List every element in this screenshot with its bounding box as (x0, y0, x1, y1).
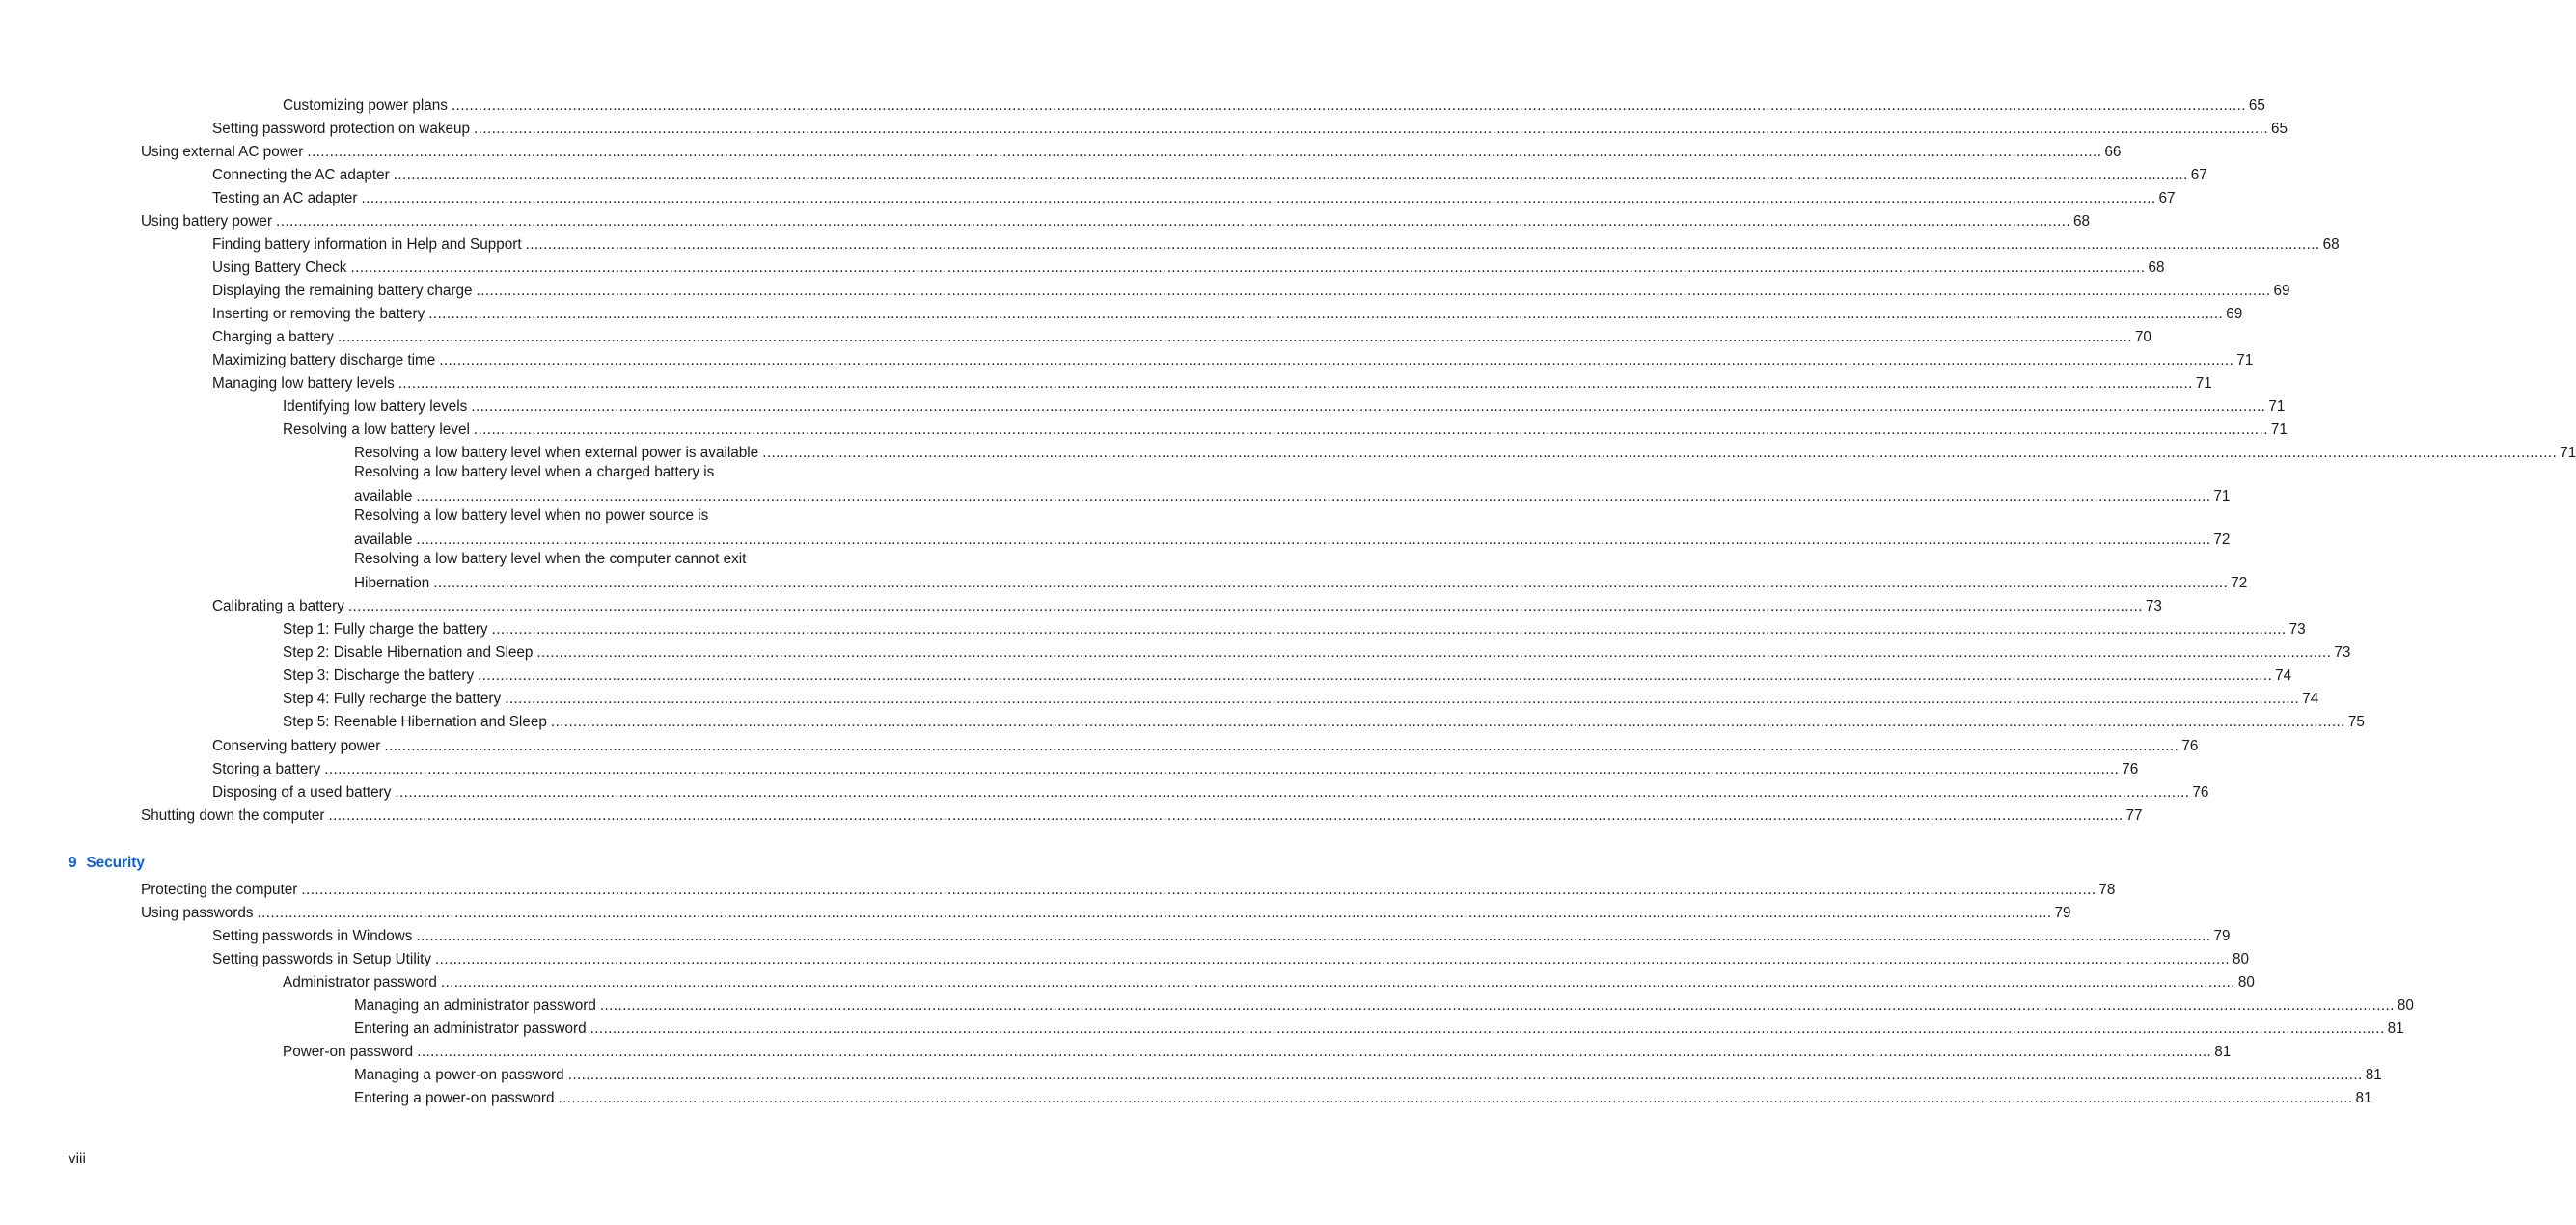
toc-entry[interactable] (354, 482, 2231, 505)
toc-entry-title: Administrator password (283, 974, 437, 991)
toc-entry-title: Managing an administrator password (354, 997, 596, 1014)
toc-entry-page: 80 (2397, 997, 2414, 1014)
toc-entry[interactable] (283, 1038, 2232, 1061)
page-number-footer: viii (69, 1151, 86, 1167)
toc-entry[interactable] (212, 323, 2151, 346)
toc-entry-page: 71 (2270, 422, 2288, 438)
toc-entry-title: Using battery power (141, 213, 273, 230)
toc-entry[interactable] (212, 778, 2209, 802)
toc-entry-title: Entering an administrator password (354, 1021, 587, 1037)
toc-entry-page: 67 (2158, 190, 2176, 206)
dot-leader: ................................................................................................................................................................................................................................................................................................................................................................................................................ (384, 738, 2179, 754)
toc-entry-title: Charging a battery (212, 329, 334, 345)
toc-entry[interactable] (212, 161, 2207, 184)
toc-entry-page: 75 (2347, 714, 2365, 730)
toc-entry-title: Conserving battery power (212, 738, 381, 754)
toc-entry-page: 65 (2248, 97, 2265, 114)
dot-leader: ................................................................................................................................................................................................................................................................................................................................................................................................................ (416, 928, 2211, 944)
toc-entry-page: 81 (2355, 1090, 2372, 1106)
dot-leader: ................................................................................................................................................................................................................................................................................................................................................................................................................ (324, 761, 2120, 777)
toc-entry-page: 71 (2195, 375, 2212, 392)
toc-entry[interactable] (141, 802, 2143, 825)
toc-entry-title: Protecting the computer (141, 882, 298, 898)
toc-entry-first-line[interactable]: Resolving a low battery level when the computer cannot exit (354, 551, 747, 567)
toc-entry-page: 77 (2125, 807, 2143, 824)
chapter-number: 9 (69, 855, 77, 871)
dot-leader: ................................................................................................................................................................................................................................................................................................................................................................................................................ (416, 531, 2211, 548)
toc-entry[interactable] (354, 1015, 2404, 1038)
dot-leader: ................................................................................................................................................................................................................................................................................................................................................................................................................ (505, 691, 2300, 707)
dot-leader: ................................................................................................................................................................................................................................................................................................................................................................................................................ (328, 807, 2124, 824)
toc-entry[interactable] (283, 968, 2255, 992)
dot-leader: ................................................................................................................................................................................................................................................................................................................................................................................................................ (361, 190, 2156, 206)
toc-entry-title: Setting passwords in Windows (212, 928, 413, 944)
dot-leader: ................................................................................................................................................................................................................................................................................................................................................................................................................ (476, 283, 2271, 299)
toc-entry-title: Identifying low battery levels (283, 398, 468, 415)
toc-entry-title: Power-on password (283, 1044, 414, 1060)
toc-entry-title: Resolving a low battery level when external power is available (354, 445, 759, 461)
dot-leader: ................................................................................................................................................................................................................................................................................................................................................................................................................ (567, 1067, 2363, 1083)
dot-leader: ................................................................................................................................................................................................................................................................................................................................................................................................................ (337, 329, 2132, 345)
toc-entry-page: 66 (2104, 144, 2122, 160)
toc-entry[interactable] (141, 876, 2116, 899)
dot-leader: ................................................................................................................................................................................................................................................................................................................................................................................................................ (491, 621, 2287, 638)
dot-leader: ................................................................................................................................................................................................................................................................................................................................................................................................................ (350, 259, 2146, 276)
toc-entry[interactable] (354, 1084, 2372, 1107)
toc-entry-page: 69 (2273, 283, 2290, 299)
toc-entry-page: 80 (2237, 974, 2255, 991)
toc-entry[interactable] (212, 592, 2162, 615)
toc-entry-title: Inserting or removing the battery (212, 306, 425, 322)
toc-entry-title: Storing a battery (212, 761, 321, 777)
toc-entry-title: available (354, 488, 413, 504)
toc-entry-page: 79 (2213, 928, 2231, 944)
toc-entry[interactable] (212, 184, 2176, 207)
toc-entry[interactable] (212, 755, 2139, 778)
dot-leader: ................................................................................................................................................................................................................................................................................................................................................................................................................ (435, 951, 2231, 967)
toc-entry-title: Setting password protection on wakeup (212, 121, 471, 137)
toc-entry-page: 71 (2560, 445, 2576, 461)
dot-leader: ................................................................................................................................................................................................................................................................................................................................................................................................................ (558, 1090, 2353, 1106)
toc-entry-page: 74 (2302, 691, 2319, 707)
toc-entry[interactable] (354, 1061, 2382, 1084)
toc-entry-title: Using Battery Check (212, 259, 347, 276)
dot-leader: ................................................................................................................................................................................................................................................................................................................................................................................................................ (525, 236, 2320, 253)
toc-entry-page: 71 (2268, 398, 2286, 415)
toc-entry[interactable] (354, 526, 2231, 549)
dot-leader: ................................................................................................................................................................................................................................................................................................................................................................................................................ (478, 667, 2273, 684)
toc-entry-page: 69 (2226, 306, 2243, 322)
toc-entry[interactable] (283, 639, 2351, 662)
dot-leader: ................................................................................................................................................................................................................................................................................................................................................................................................................ (589, 1021, 2385, 1037)
toc-entry-page: 68 (2148, 259, 2165, 276)
toc-entry-title: Step 3: Discharge the battery (283, 667, 475, 684)
toc-entry[interactable] (283, 615, 2306, 639)
toc-entry-page: 67 (2190, 167, 2207, 183)
toc-entry-title: Disposing of a used battery (212, 784, 392, 801)
dot-leader: ................................................................................................................................................................................................................................................................................................................................................................................................................ (451, 97, 2246, 114)
dot-leader: ................................................................................................................................................................................................................................................................................................................................................................................................................ (395, 784, 2190, 801)
chapter-title: Security (86, 855, 145, 871)
toc-entry[interactable] (212, 945, 2250, 968)
toc-entry-title: Step 5: Reenable Hibernation and Sleep (283, 714, 547, 730)
dot-leader: ................................................................................................................................................................................................................................................................................................................................................................................................................ (301, 882, 2096, 898)
toc-entry[interactable] (354, 439, 2576, 462)
toc-entry-title: Step 4: Fully recharge the battery (283, 691, 502, 707)
toc-entry-title: Using passwords (141, 905, 254, 921)
dot-leader: ................................................................................................................................................................................................................................................................................................................................................................................................................ (550, 714, 2345, 730)
toc-entry[interactable] (141, 899, 2071, 922)
dot-leader: ................................................................................................................................................................................................................................................................................................................................................................................................................ (307, 144, 2102, 160)
toc-entry[interactable] (283, 662, 2292, 685)
chapter-heading[interactable] (69, 854, 145, 873)
toc-entry[interactable] (354, 992, 2414, 1015)
toc-entry[interactable] (212, 369, 2212, 393)
toc-entry[interactable] (212, 300, 2243, 323)
toc-entry-title: Setting passwords in Setup Utility (212, 951, 432, 967)
toc-entry-page: 70 (2134, 329, 2151, 345)
toc-entry-page: 72 (2231, 575, 2248, 591)
toc-entry-title: Shutting down the computer (141, 807, 325, 824)
toc-entry-page: 79 (2054, 905, 2071, 921)
toc-entry-page: 81 (2214, 1044, 2232, 1060)
toc-entry-title: Step 2: Disable Hibernation and Sleep (283, 644, 534, 661)
toc-entry[interactable] (141, 207, 2091, 231)
toc-entry-title: Managing a power-on password (354, 1067, 564, 1083)
dot-leader: ................................................................................................................................................................................................................................................................................................................................................................................................................ (393, 167, 2188, 183)
toc-entry[interactable] (212, 277, 2290, 300)
toc-entry-page: 78 (2098, 882, 2116, 898)
toc-entry-title: Hibernation (354, 575, 430, 591)
toc-entry-title: Connecting the AC adapter (212, 167, 390, 183)
toc-entry[interactable] (283, 393, 2286, 416)
toc-entry-page: 81 (2387, 1021, 2404, 1037)
toc-entry-title: Maximizing battery discharge time (212, 352, 436, 368)
dot-leader: ................................................................................................................................................................................................................................................................................................................................................................................................................ (474, 121, 2269, 137)
toc-entry[interactable] (141, 138, 2122, 161)
dot-leader: ................................................................................................................................................................................................................................................................................................................................................................................................................ (257, 905, 2052, 921)
toc-entry[interactable] (212, 231, 2340, 254)
toc-entry-title: Testing an AC adapter (212, 190, 358, 206)
toc-entry-page: 76 (2181, 738, 2199, 754)
toc-entry-first-line[interactable]: Resolving a low battery level when a charged battery is (354, 464, 715, 480)
toc-entry-title: Entering a power-on password (354, 1090, 555, 1106)
toc-entry-page: 76 (2122, 761, 2139, 777)
toc-entry-page: 71 (2236, 352, 2254, 368)
toc-entry[interactable] (212, 115, 2288, 138)
toc-entry-page: 74 (2275, 667, 2292, 684)
toc-entry-page: 73 (2334, 644, 2351, 661)
toc-entry-page: 73 (2145, 598, 2162, 614)
toc-entry-title: Displaying the remaining battery charge (212, 283, 473, 299)
toc-entry-page: 72 (2213, 531, 2231, 548)
toc-entry[interactable] (283, 708, 2365, 731)
toc-entry-title: Customizing power plans (283, 97, 448, 114)
toc-entry-title: Step 1: Fully charge the battery (283, 621, 488, 638)
toc-entry-page: 68 (2322, 236, 2340, 253)
toc-entry-title: Using external AC power (141, 144, 304, 160)
toc-entry[interactable] (354, 569, 2248, 592)
dot-leader: ................................................................................................................................................................................................................................................................................................................................................................................................................ (397, 375, 2193, 392)
dot-leader: ................................................................................................................................................................................................................................................................................................................................................................................................................ (471, 398, 2266, 415)
toc-entry-page: 71 (2213, 488, 2231, 504)
dot-leader: ................................................................................................................................................................................................................................................................................................................................................................................................................ (347, 598, 2143, 614)
toc-entry[interactable] (212, 254, 2165, 277)
dot-leader: ................................................................................................................................................................................................................................................................................................................................................................................................................ (433, 575, 2229, 591)
toc-entry-page: 80 (2233, 951, 2250, 967)
dot-leader: ................................................................................................................................................................................................................................................................................................................................................................................................................ (762, 445, 2558, 461)
toc-entry-title: Finding battery information in Help and Support (212, 236, 522, 253)
toc-entry-title: available (354, 531, 413, 548)
toc-entry-page: 65 (2271, 121, 2288, 137)
toc-entry-page: 68 (2073, 213, 2091, 230)
toc-entry[interactable] (212, 346, 2254, 369)
toc-entry[interactable] (212, 732, 2199, 755)
dot-leader: ................................................................................................................................................................................................................................................................................................................................................................................................................ (473, 422, 2268, 438)
dot-leader: ................................................................................................................................................................................................................................................................................................................................................................................................................ (417, 1044, 2212, 1060)
toc-entry[interactable] (283, 685, 2319, 708)
dot-leader: ................................................................................................................................................................................................................................................................................................................................................................................................................ (440, 974, 2235, 991)
toc-entry[interactable] (283, 92, 2265, 115)
toc-entry-first-line[interactable]: Resolving a low battery level when no power source is (354, 507, 709, 524)
dot-leader: ................................................................................................................................................................................................................................................................................................................................................................................................................ (599, 997, 2395, 1014)
toc-entry-page: 73 (2288, 621, 2306, 638)
dot-leader: ................................................................................................................................................................................................................................................................................................................................................................................................................ (428, 306, 2224, 322)
dot-leader: ................................................................................................................................................................................................................................................................................................................................................................................................................ (439, 352, 2234, 368)
toc-entry[interactable] (212, 922, 2231, 945)
dot-leader: ................................................................................................................................................................................................................................................................................................................................................................................................................ (536, 644, 2332, 661)
toc-entry-page: 76 (2192, 784, 2209, 801)
dot-leader: ................................................................................................................................................................................................................................................................................................................................................................................................................ (416, 488, 2211, 504)
toc-entry-title: Calibrating a battery (212, 598, 344, 614)
toc-entry-title: Resolving a low battery level (283, 422, 470, 438)
dot-leader: ................................................................................................................................................................................................................................................................................................................................................................................................................ (276, 213, 2071, 230)
toc-entry-page: 81 (2365, 1067, 2382, 1083)
toc-entry[interactable] (283, 416, 2288, 439)
toc-entry-title: Managing low battery levels (212, 375, 395, 392)
